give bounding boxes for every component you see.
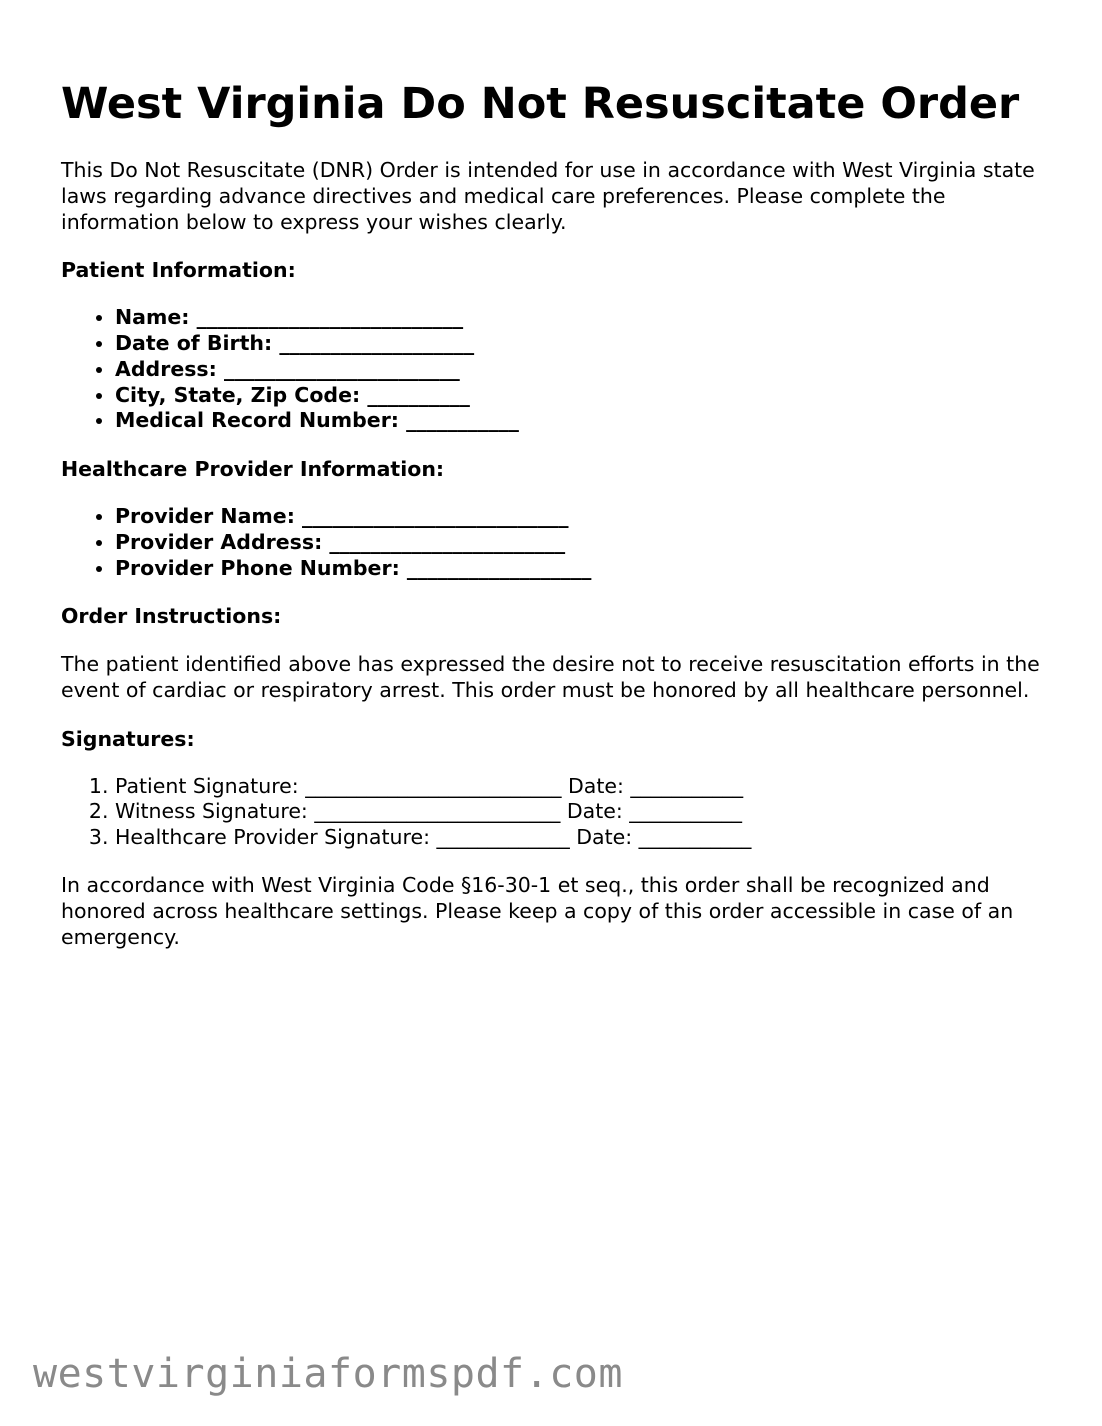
patient-dob-field: • Date of Birth: ___________________ bbox=[115, 331, 1051, 357]
provider-signature-line: 3. Healthcare Provider Signature: _____________ Date: ___________ bbox=[115, 825, 1051, 851]
patient-info-heading: Patient Information: bbox=[61, 258, 296, 283]
document-page bbox=[61, 76, 1051, 950]
provider-info-heading: Healthcare Provider Information: bbox=[61, 457, 445, 482]
patient-mrn-field: • Medical Record Number: ___________ bbox=[115, 408, 1051, 434]
patient-info-list bbox=[61, 305, 1051, 434]
witness-signature-line: 2. Witness Signature: ________________________ Date: ___________ bbox=[115, 799, 1051, 825]
provider-address-field: • Provider Address: _______________________ bbox=[115, 530, 1051, 556]
patient-signature-line: 1. Patient Signature: _________________________ Date: ___________ bbox=[115, 774, 1051, 800]
provider-info-list bbox=[61, 504, 1051, 581]
patient-address-field: • Address: _______________________ bbox=[115, 357, 1051, 383]
patient-city-state-zip-field: • City, State, Zip Code: __________ bbox=[115, 383, 1051, 409]
provider-phone-field: • Provider Phone Number: __________________ bbox=[115, 556, 1051, 582]
site-watermark: westvirginiaformspdf.com bbox=[33, 1351, 623, 1397]
provider-name-field: • Provider Name: __________________________ bbox=[115, 504, 1051, 530]
intro-paragraph: This Do Not Resuscitate (DNR) Order is intended for use in accordance with West Virginia state laws regarding advance directives and medical care preferences. Please complete the information below to express your wishes clearly. bbox=[61, 158, 1035, 234]
closing-paragraph: In accordance with West Virginia Code §16-30-1 et seq., this order shall be recognized and honored across healthcare settings. Please keep a copy of this order accessible in case of an emergency. bbox=[61, 872, 1014, 949]
signatures-heading: Signatures: bbox=[61, 726, 195, 751]
signatures-list bbox=[61, 774, 1051, 851]
page-title: West Virginia Do Not Resuscitate Order bbox=[61, 79, 1020, 129]
order-instructions-heading: Order Instructions: bbox=[61, 604, 282, 629]
order-instructions-text: The patient identified above has expressed the desire not to receive resuscitation efforts in the event of cardiac or respiratory arrest. This order must be honored by all healthcare personnel. bbox=[61, 652, 1040, 702]
patient-name-field: • Name: __________________________ bbox=[115, 305, 1051, 331]
